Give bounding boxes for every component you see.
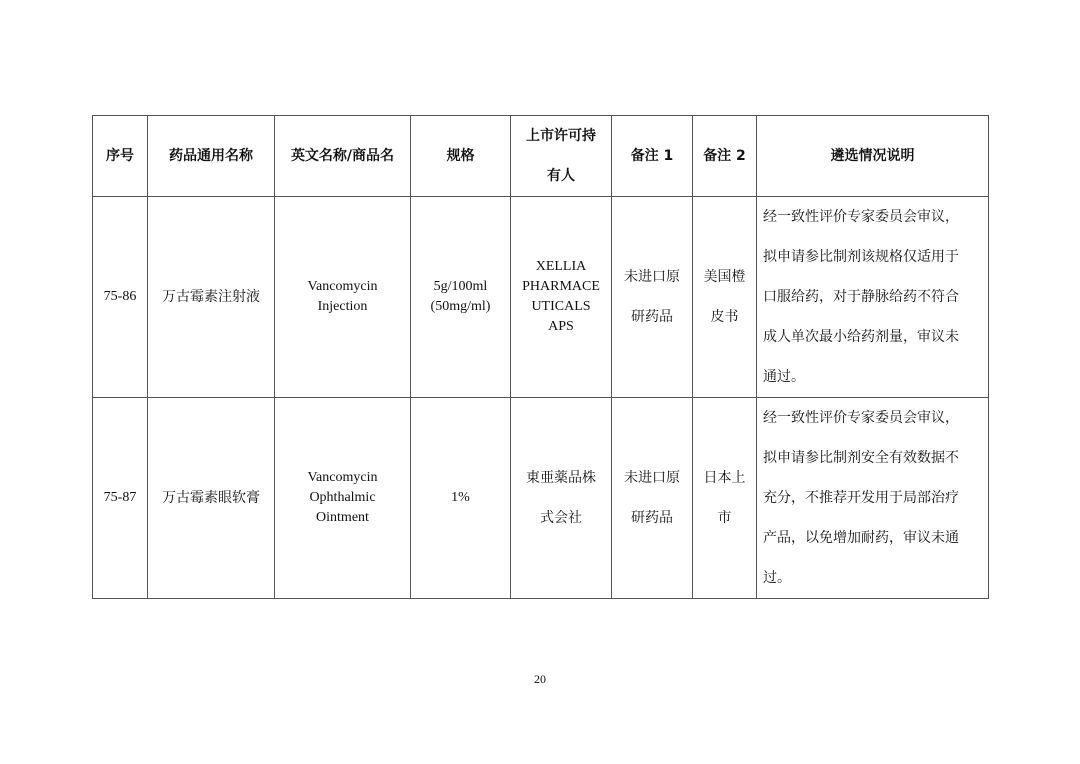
cell-english-name: Vancomycin Ophthalmic Ointment bbox=[275, 398, 411, 599]
cell-holder: XELLIA PHARMACE UTICALS APS bbox=[511, 197, 612, 398]
cell-remark2: 日本上 市 bbox=[693, 398, 757, 599]
cell-generic-name: 万古霉素眼软膏 bbox=[148, 398, 275, 599]
header-holder: 上市许可持 有人 bbox=[511, 116, 612, 197]
table-row bbox=[93, 398, 989, 599]
cell-english-name: Vancomycin Injection bbox=[275, 197, 411, 398]
header-no: 序号 bbox=[93, 116, 148, 197]
header-english-name: 英文名称/商品名 bbox=[275, 116, 411, 197]
header-remark2: 备注 2 bbox=[693, 116, 757, 197]
cell-spec: 1% bbox=[411, 398, 511, 599]
cell-generic-name: 万古霉素注射液 bbox=[148, 197, 275, 398]
table-header-row bbox=[93, 116, 989, 197]
cell-remark1: 未进口原 研药品 bbox=[612, 398, 693, 599]
cell-spec: 5g/100ml (50mg/ml) bbox=[411, 197, 511, 398]
cell-holder: 東亜薬品株 式会社 bbox=[511, 398, 612, 599]
header-remark1: 备注 1 bbox=[612, 116, 693, 197]
cell-no: 75-86 bbox=[93, 197, 148, 398]
cell-description: 经一致性评价专家委员会审议， 拟申请参比制剂该规格仅适用于 口服给药，对于静脉给药不符合 成人单次最小给药剂量，审议未 通过。 bbox=[757, 197, 989, 398]
page-number: 20 bbox=[534, 672, 546, 686]
header-spec: 规格 bbox=[411, 116, 511, 197]
cell-remark2: 美国橙 皮书 bbox=[693, 197, 757, 398]
drug-selection-table bbox=[92, 115, 989, 599]
cell-description: 经一致性评价专家委员会审议， 拟申请参比制剂安全有效数据不 充分，不推荐开发用于局部治疗 产品，以免增加耐药，审议未通 过。 bbox=[757, 398, 989, 599]
header-generic-name: 药品通用名称 bbox=[148, 116, 275, 197]
header-description: 遴选情况说明 bbox=[757, 116, 989, 197]
cell-remark1: 未进口原 研药品 bbox=[612, 197, 693, 398]
table-row bbox=[93, 197, 989, 398]
cell-no: 75-87 bbox=[93, 398, 148, 599]
